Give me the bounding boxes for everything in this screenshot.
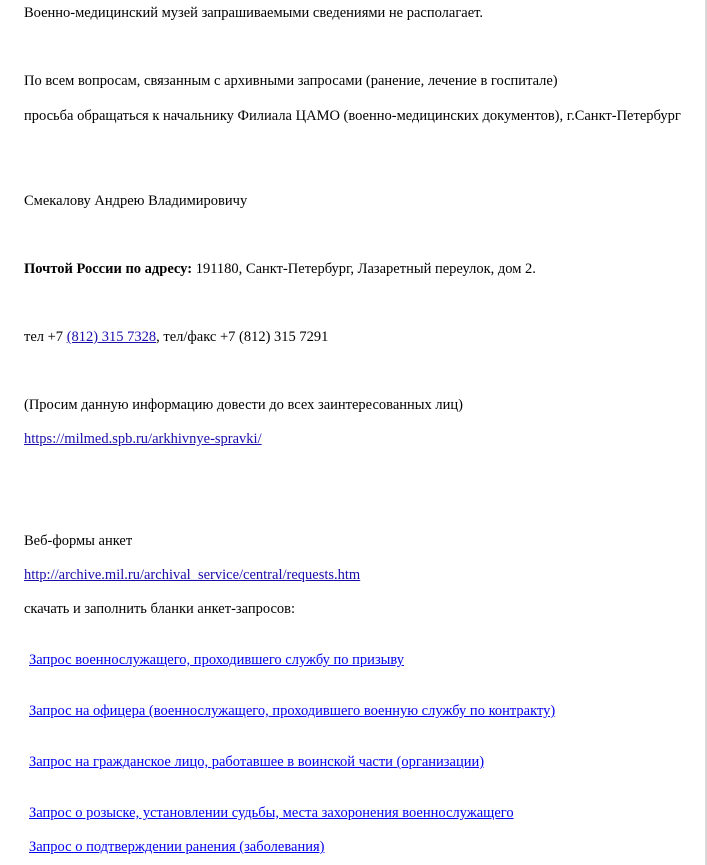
- request-link-search-line: [29, 805, 514, 822]
- request-link-injury-line: [29, 839, 324, 856]
- notice-text: (Просим данную информацию довести до всех заинтересованных лиц): [24, 397, 463, 413]
- request-link-conscript-line: [29, 652, 404, 669]
- phone-link[interactable]: (812) 315 7328: [66, 329, 157, 345]
- contact-instruction-text: просьба обращаться к начальнику Филиала ЦАМО (военно-медицинских документов), г.Санкт-Петербург: [24, 108, 681, 124]
- archive-requests-link[interactable]: http://archive.mil.ru/archival_service/central/requests.htm: [24, 567, 361, 583]
- download-instruction: скачать и заполнить бланки анкет-запросов:: [24, 601, 296, 617]
- request-link-search[interactable]: Запрос о розыске, установлении судьбы, места захоронения военнослужащего: [29, 805, 514, 821]
- request-link-conscript[interactable]: Запрос военнослужащего, проходившего службу по призыву: [29, 652, 405, 668]
- phone-line: [24, 329, 328, 346]
- milmed-link[interactable]: https://milmed.spb.ru/arkhivnye-spravki/: [24, 431, 262, 447]
- milmed-link-line: [24, 431, 262, 448]
- webforms-label: Веб-формы анкет: [24, 533, 133, 549]
- request-link-civilian-line: [29, 754, 484, 771]
- archive-questions-text: По всем вопросам, связанным с архивными запросами (ранение, лечение в госпитале): [24, 73, 558, 89]
- request-link-officer-line: [29, 703, 555, 720]
- postal-address: 191180, Санкт-Петербург, Лазаретный переулок, дом 2.: [192, 261, 536, 277]
- request-link-officer[interactable]: Запрос на офицера (военнослужащего, проходившего военную службу по контракту): [29, 703, 556, 719]
- phone-prefix: тел +7: [24, 329, 67, 345]
- postal-address-line: [24, 261, 536, 278]
- archive-link-line: [24, 567, 360, 584]
- postal-label: Почтой России по адресу:: [24, 261, 193, 277]
- museum-statement: Военно-медицинский музей запрашиваемыми сведениями не располагает.: [24, 5, 484, 21]
- phone-suffix: , тел/факс +7 (812) 315 7291: [156, 329, 329, 345]
- request-link-civilian[interactable]: Запрос на гражданское лицо, работавшее в воинской части (организации): [29, 754, 485, 770]
- request-link-injury[interactable]: Запрос о подтверждении ранения (заболевания): [29, 839, 325, 855]
- contact-person-name: Смекалову Андрею Владимировичу: [24, 193, 248, 209]
